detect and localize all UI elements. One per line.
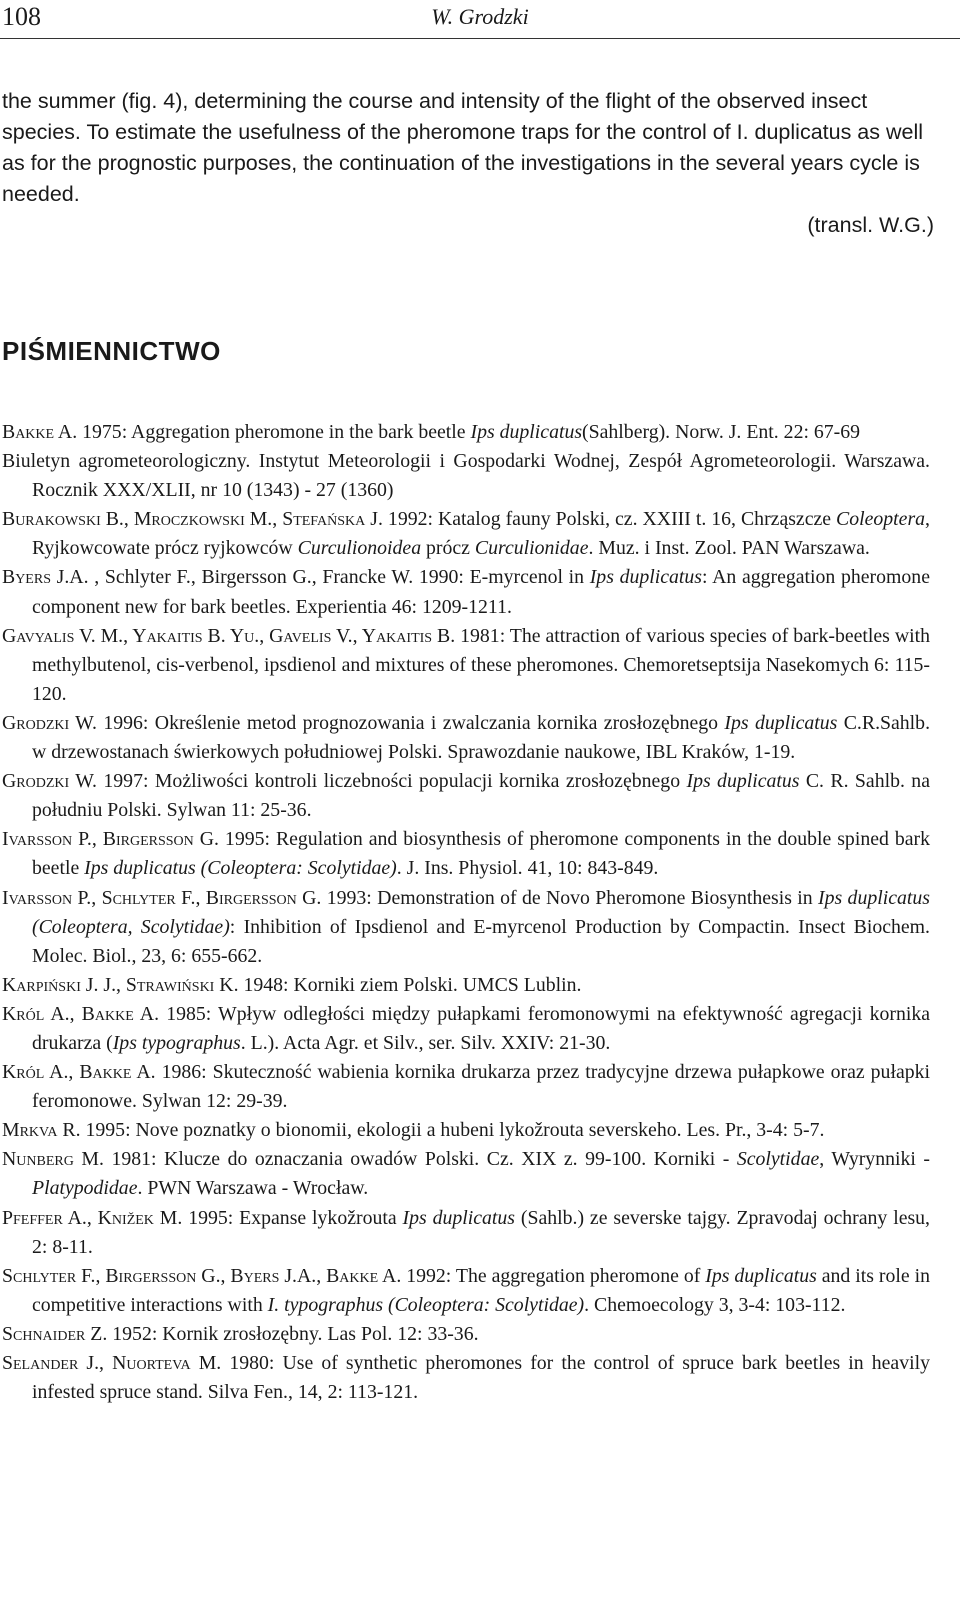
reference-text: . Muz. i Inst. Zool. PAN Warszawa. [588, 537, 870, 560]
reference-text: 1980: Use of synthetic pheromones for the control of spruce bark beetles in heavily infested spruce stand. Silva Fen., 14, 2: 113-121. [32, 1352, 930, 1404]
reference-entry [2, 709, 930, 767]
running-head: W. Grodzki [431, 4, 529, 29]
reference-list [2, 418, 930, 1407]
translator-signature: (transl. W.G.) [807, 213, 934, 237]
reference-text: 1995: Nove poznatky o bionomii, ekologii a hubeni lykožrouta severskeho. Les. Pr., 3-4: 5-7. [85, 1119, 825, 1142]
reference-text: 1975: Aggregation pheromone in the bark beetle [82, 421, 471, 443]
reference-authors: Karpiński J. J., Strawiński K. [2, 973, 239, 996]
page-header [0, 0, 960, 34]
reference-text: . PWN Warszawa - Wrocław. [137, 1177, 369, 1200]
header-rule [0, 38, 960, 39]
reference-italic-text: Curculionidae [474, 537, 589, 560]
reference-entry [2, 1262, 930, 1320]
reference-text: . J. Ins. Physiol. 41, 10: 843-849. [396, 857, 659, 880]
reference-text: , Wyrynniki - [819, 1148, 930, 1171]
reference-entry [2, 971, 930, 1000]
reference-italic-text: Scolytidae [736, 1148, 820, 1171]
reference-italic-text: Ips duplicatus [724, 711, 838, 734]
reference-entry [2, 1000, 930, 1058]
reference-authors: Nunberg M. [2, 1148, 104, 1171]
intro-text [2, 86, 936, 241]
reference-text: 1993: Demonstration of de Novo Pheromone Biosynthesis in [326, 886, 819, 909]
reference-authors: Schnaider Z. [2, 1322, 108, 1345]
reference-entry [2, 1116, 930, 1145]
reference-text: (Sahlb.) ze severske tajgy. Zpravodaj ochrany lesu, 2: 8-11. [32, 1206, 931, 1258]
reference-text: 1952: Kornik zrosłozębny. Las Pol. 12: 33-36. [112, 1322, 479, 1345]
reference-authors: Byers J.A. [2, 566, 89, 589]
reference-text: . L.). Acta Agr. et Silv., ser. Silv. XXIV: 21-30. [240, 1031, 611, 1054]
reference-entry [2, 884, 930, 971]
reference-authors: Pfeffer A., Knižek M. [2, 1206, 183, 1229]
reference-text: , Ryjkowcowate prócz ryjkowców [32, 508, 930, 560]
reference-entry [2, 1320, 930, 1349]
reference-italic-text: Ips duplicatus [705, 1264, 817, 1287]
reference-text: and its role in competitive interactions with [32, 1264, 930, 1316]
reference-text: prócz [421, 537, 475, 560]
reference-italic-text: Ips duplicatus (Coleoptera: Scolytidae) [84, 857, 397, 880]
reference-text: 1985: Wpływ odległości między pułapkami feromonowymi na efektywność agregacji kornika drukarza ( [32, 1002, 930, 1054]
reference-authors: Schlyter F., Birgersson G., Byers J.A., Bakke A. [2, 1264, 402, 1287]
reference-authors: Król A., Bakke A. [2, 1061, 156, 1084]
reference-text: , Schlyter F., Birgersson G., Francke W. 1990: E-myrcenol in [94, 566, 590, 589]
reference-italic-text: Ips duplicatus [589, 566, 702, 589]
reference-text: 1948: Korniki ziem Polski. UMCS Lublin. [243, 973, 582, 996]
reference-text: . Chemoecology 3, 3-4: 103-112. [584, 1293, 846, 1316]
reference-text: 1981: Klucze do oznaczania owadów Polski. Cz. XIX z. 99-100. Korniki - [111, 1148, 737, 1171]
reference-entry [2, 1058, 930, 1116]
reference-entry [2, 447, 930, 505]
intro-paragraph: the summer (fig. 4), determining the course and intensity of the flight of the observed insect species. To estimate the usefulness of the pheromone traps for the control of I. duplicatus as well as for the prognostic purposes, the continuation of the investigations in the several years cycle is needed. [2, 89, 924, 206]
reference-authors: Grodzki W. [2, 711, 97, 734]
reference-entry [2, 418, 930, 447]
reference-text: 1996: Określenie metod prognozowania i zwalczania kornika zrosłozębnego [103, 711, 725, 734]
reference-italic-text: Platypodidae [32, 1177, 138, 1200]
reference-italic-text: Ips duplicatus [402, 1206, 515, 1229]
reference-text: 1992: The aggregation pheromone of [406, 1264, 706, 1287]
reference-authors: Ivarsson P., Birgersson G. [2, 828, 219, 851]
reference-authors: Ivarsson P., Schlyter F., Birgersson G. [2, 886, 322, 909]
reference-text: : Inhibition of Ipsdienol and E-myrcenol Production by Compactin. Insect Biochem. Molec. Biol., 23, 6: 655-662. [32, 915, 930, 967]
reference-text: 1997: Możliwości kontroli liczebności populacji kornika zrosłozębnego [103, 770, 687, 793]
reference-italic-text: Coleoptera [836, 508, 926, 531]
reference-italic-text: Ips duplicatus [686, 770, 800, 793]
reference-entry [2, 1145, 930, 1203]
reference-text: 1995: Regulation and biosynthesis of pheromone components in the double spined bark beetle [32, 828, 930, 880]
reference-text: 1992: Katalog fauny Polski, cz. XXIII t. 16, Chrząszcze [387, 508, 837, 531]
reference-italic-text: Ips duplicatus [470, 421, 583, 443]
reference-entry [2, 622, 930, 709]
reference-entry [2, 563, 930, 621]
reference-authors: Król A., Bakke A. [2, 1002, 160, 1025]
reference-italic-text: Curculionoidea [297, 537, 422, 560]
reference-authors: Bakke A. [2, 421, 78, 443]
reference-entry [2, 825, 930, 883]
reference-entry [2, 505, 930, 563]
reference-text: : An aggregation pheromone component new for bark beetles. Experientia 46: 1209-1211. [32, 566, 930, 618]
reference-italic-text: Ips duplicatus (Coleoptera, Scolytidae) [32, 886, 930, 938]
reference-text: C. R. Sahlb. na południu Polski. Sylwan 11: 25-36. [32, 770, 930, 822]
reference-authors: Selander J., Nuorteva M. [2, 1352, 222, 1374]
reference-authors: Mrkva R. [2, 1119, 81, 1142]
page-number: 108 [2, 2, 41, 31]
reference-text: 1995: Expanse lykožrouta [188, 1206, 403, 1229]
reference-entry [2, 767, 930, 825]
reference-text: (Sahlberg). Norw. J. Ent. 22: 67-69 [582, 421, 861, 443]
reference-authors: Gavyalis V. M., Yakaitis B. Yu., Gavelis V., Yakaitis B. [2, 624, 456, 647]
reference-italic-text: Ips typographus [112, 1031, 241, 1054]
reference-authors: Grodzki W. [2, 770, 97, 793]
section-title: PIŚMIENNICTWO [2, 336, 221, 366]
reference-italic-text: I. typographus (Coleoptera: Scolytidae) [267, 1293, 585, 1316]
reference-entry [2, 1349, 930, 1407]
reference-text: C.R.Sahlb. w drzewostanach świerkowych południowej Polski. Sprawozdanie naukowe, IBL Kraków, 1-19. [32, 711, 931, 764]
reference-text: 1981: The attraction of various species of bark-beetles with methylbutenol, cis-verbenol, ipsdienol and mixtures of these pheromones. Chemoretseptsija Nasekomych 6: 115-120. [32, 624, 931, 705]
reference-entry [2, 1204, 930, 1262]
reference-text: Biuletyn agrometeorologiczny. Instytut Meteorologii i Gospodarki Wodnej, Zespół Agrometeorologii. Warszawa. Rocznik XXX/XLII, nr 10 (1343) - 27 (1360) [2, 450, 930, 502]
reference-authors: Burakowski B., Mroczkowski M., Stefańska J. [2, 508, 383, 531]
reference-text: 1986: Skuteczność wabienia kornika drukarza przez tradycyjne drzewa pułapkowe oraz pułapki feromonowe. Sylwan 12: 29-39. [32, 1061, 930, 1113]
